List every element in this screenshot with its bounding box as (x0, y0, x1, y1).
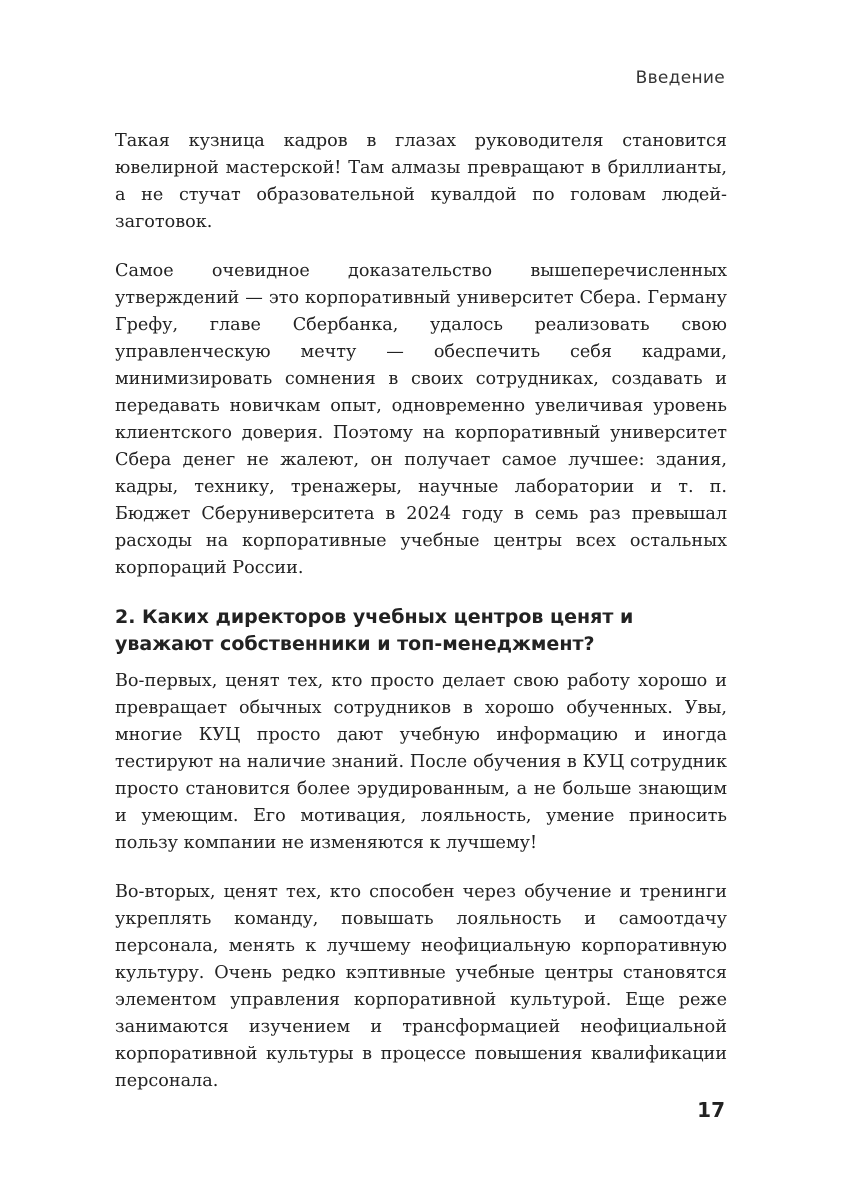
page-number: 17 (697, 1098, 725, 1122)
running-head: Введение (635, 68, 725, 88)
body-text (115, 128, 727, 1117)
section-heading: 2. Каких директоров учебных центров ценят и уважают собственники и топ-менеджмент? (115, 606, 634, 655)
paragraph: Такая кузница кадров в глазах руководителя становится ювелирной мастерской! Там алмазы превращают в бриллианты, а не стучат образовательной кувалдой по головам людей-заготовок. (115, 131, 727, 232)
paragraph: Самое очевидное доказательство вышеперечисленных утверждений — это корпоративный университет Сбера. Герману Грефу, главе Сбербанка, удалось реализовать свою управленческую мечту — обеспечить себя кадрами, минимизировать сомнения в своих сотрудниках, создавать и передавать новичкам опыт, одновременно увеличивая уровень клиентского доверия. Поэтому на корпоративный университет Сбера денег не жалеют, он получает самое лучшее: здания, кадры, технику, тренажеры, научные лаборатории и т. п. Бюджет Сберуниверситета в 2024 году в семь раз превышал расходы на корпоративные учебные центры всех остальных корпораций России. (115, 261, 727, 578)
paragraph: Во-первых, ценят тех, кто просто делает свою работу хорошо и превращает обычных сотрудников в хорошо обученных. Увы, многие КУЦ просто дают учебную информацию и иногда тестируют на наличие знаний. После обучения в КУЦ сотрудник просто становится более эрудированным, а не больше знающим и умеющим. Его мотивация, лояльность, умение приносить пользу компании не изменяются к лучшему! (115, 671, 727, 853)
paragraph: Во-вторых, ценят тех, кто способен через обучение и тренинги укреплять команду, повышать лояльность и самоотдачу персонала, менять к лучшему неофициальную корпоративную культуру. Очень редко кэптивные учебные центры становятся элементом управления корпоративной культурой. Еще реже занимаются изучением и трансформацией неофициальной корпоративной культуры в процессе повышения квалификации персонала. (115, 882, 727, 1091)
